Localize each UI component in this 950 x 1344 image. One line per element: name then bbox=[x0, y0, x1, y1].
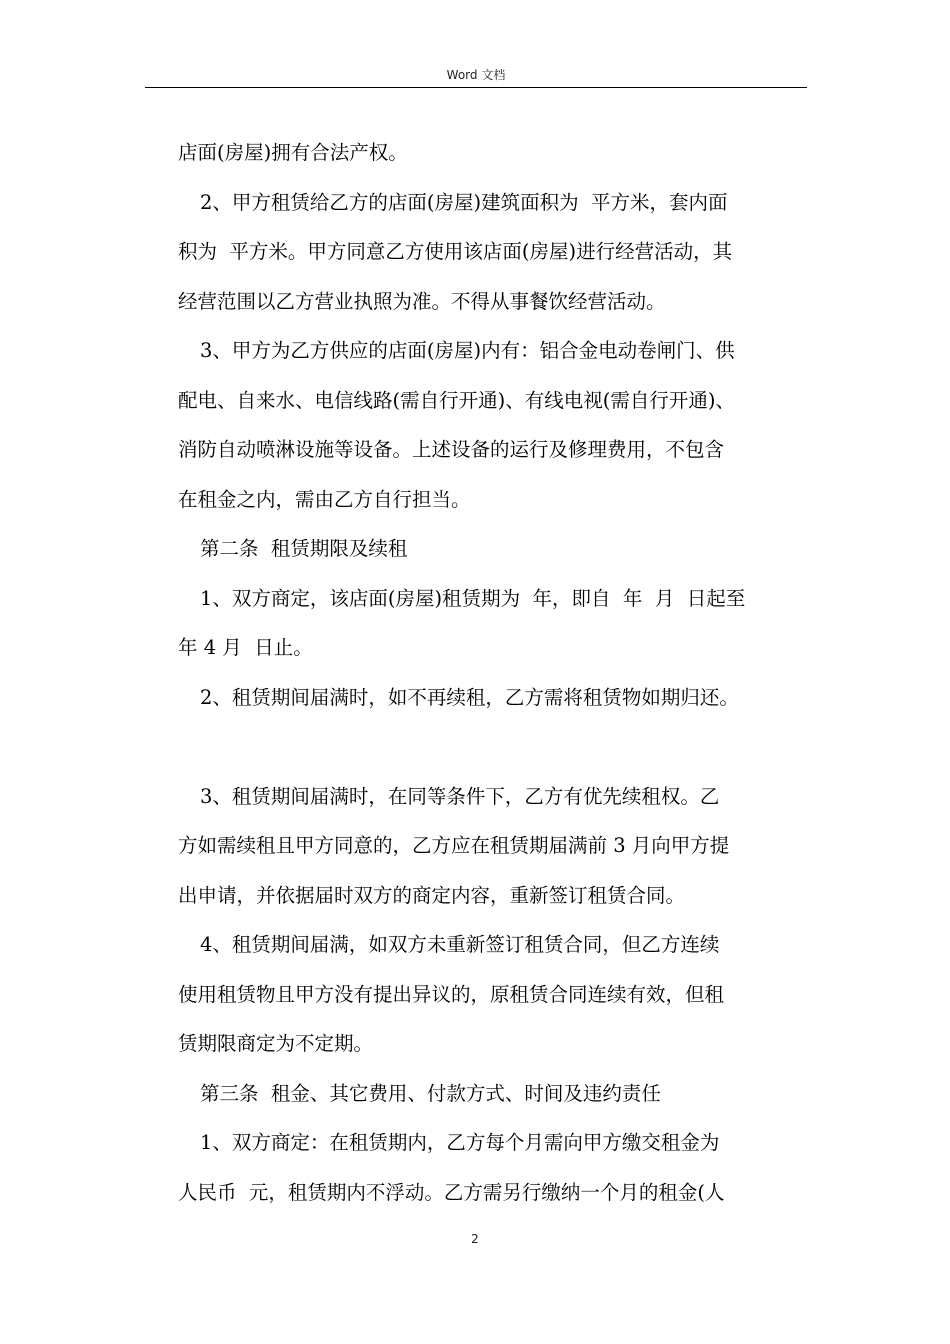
page-header: Word 文档 bbox=[446, 68, 506, 82]
paragraph-line: 4、租赁期间届满，如双方未重新签订租赁合同，但乙方连续 bbox=[200, 933, 720, 956]
paragraph-line: 积为 平方米。甲方同意乙方使用该店面(房屋)进行经营活动，其 bbox=[178, 240, 733, 263]
header-divider bbox=[145, 87, 807, 88]
paragraph-line: 2、甲方租赁给乙方的店面(房屋)建筑面积为 平方米，套内面 bbox=[200, 190, 728, 214]
paragraph-line: 赁期限商定为不定期。 bbox=[178, 1032, 374, 1055]
paragraph-line: 出申请，并依据届时双方的商定内容，重新签订租赁合同。 bbox=[178, 883, 686, 907]
paragraph-line: 配电、自来水、电信线路(需自行开通)、有线电视(需自行开通)、 bbox=[178, 388, 735, 412]
paragraph-line: 1、双方商定，该店面(房屋)租赁期为 年，即自 年 月 日起至 bbox=[200, 586, 746, 610]
paragraph-line: 1、双方商定：在租赁期内，乙方每个月需向甲方缴交租金为 bbox=[200, 1131, 720, 1154]
blank-line bbox=[178, 722, 810, 772]
paragraph-line: 经营范围以乙方营业执照为准。不得从事餐饮经营活动。 bbox=[178, 289, 666, 313]
paragraph-line: 人民币 元，租赁期内不浮动。乙方需另行缴纳一个月的租金(人 bbox=[178, 1180, 725, 1204]
paragraph-line: 第三条 租金、其它费用、付款方式、时间及违约责任 bbox=[200, 1081, 661, 1105]
paragraph-line: 3、甲方为乙方供应的店面(房屋)内有：铝合金电动卷闸门、供 bbox=[200, 339, 735, 362]
paragraph-line: 2、租赁期间届满时，如不再续租，乙方需将租赁物如期归还。 bbox=[200, 685, 739, 709]
paragraph-line: 年 4 月 日止。 bbox=[178, 636, 313, 659]
paragraph-line: 在租金之内，需由乙方自行担当。 bbox=[178, 487, 471, 511]
page-number: 2 bbox=[471, 1232, 479, 1246]
paragraph-line: 方如需续租且甲方同意的，乙方应在租赁期届满前 3 月向甲方提 bbox=[178, 834, 730, 857]
paragraph-line: 店面(房屋)拥有合法产权。 bbox=[178, 141, 408, 164]
paragraph-line: 消防自动喷淋设施等设备。上述设备的运行及修理费用，不包含 bbox=[178, 438, 725, 461]
paragraph-line: 3、租赁期间届满时，在同等条件下，乙方有优先续租权。乙 bbox=[200, 784, 720, 808]
paragraph-line: 第二条 租赁期限及续租 bbox=[200, 537, 408, 560]
document-body bbox=[178, 128, 810, 1217]
paragraph-line: 使用租赁物且甲方没有提出异议的，原租赁合同连续有效，但租 bbox=[178, 982, 725, 1006]
